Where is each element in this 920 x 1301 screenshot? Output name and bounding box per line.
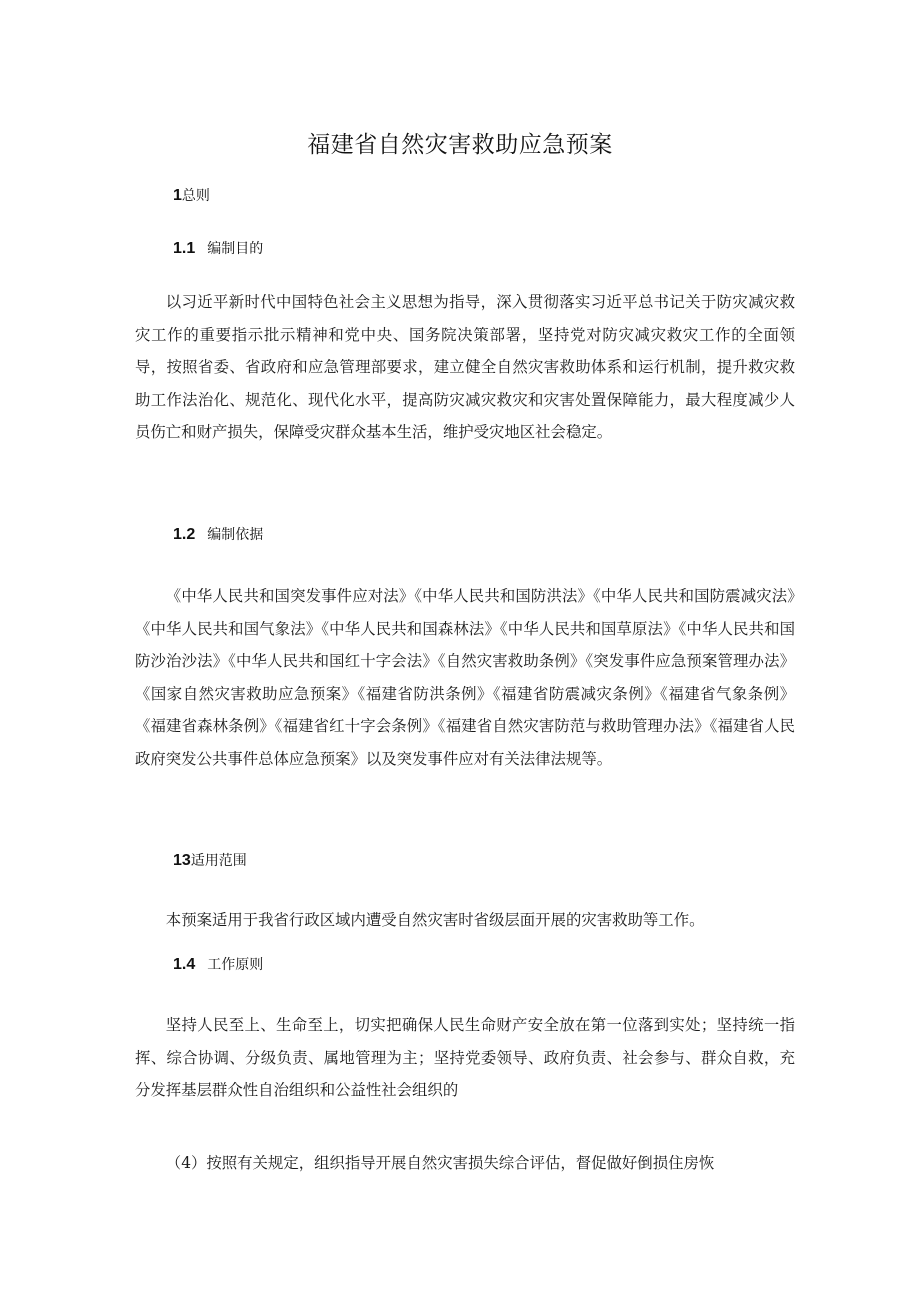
section-1-2-paragraph: 《中华人民共和国突发事件应对法》《中华人民共和国防洪法》《中华人民共和国防震减灾法》《中华人民共和国气象法》《中华人民共和国森林法》《中华人民共和国草原法》《中华人民共和国防沙治沙法》《中华人民共和国红十字会法》《自然灾害救助条例》《突发事件应急预案管理办法》《国家自然灾害救助应急预案》《福建省防洪条例》《福建省防震减灾条例》《福建省气象条例》《福建省森林条例》《福建省红十字会条例》《福建省自然灾害防范与救助管理办法》《福建省人民政府突发公共事件总体应急预案》以及突发事件应对有关法律法规等。 — [135, 587, 795, 768]
section-1-1-number: 1.1 — [173, 240, 196, 257]
section-1-1-label: 编制目的 — [207, 241, 264, 257]
section-1-number: 1 — [173, 187, 182, 204]
section-1-1-paragraph: 以习近平新时代中国特色社会主义思想为指导，深入贯彻落实习近平总书记关于防灾减灾救灾工作的重要指示批示精神和党中央、国务院决策部署，坚持党对防灾减灾救灾工作的全面领导，按照省委、省政府和应急管理部要求，建立健全自然灾害救助体系和运行机制，提升救灾救助工作法治化、规范化、现代化水平，提高防灾减灾救灾和灾害处置保障能力，最大程度减少人员伤亡和财产损失，保障受灾群众基本生活，维护受灾地区社会稳定。 — [135, 293, 795, 442]
section-1-3-paragraph: 本预案适用于我省行政区域内遭受自然灾害时省级层面开展的灾害救助等工作。 — [165, 911, 705, 929]
document-title: 福建省自然灾害救助应急预案 — [307, 132, 613, 158]
section-1-1-heading — [173, 238, 263, 260]
section-1-heading — [173, 185, 210, 207]
section-1-4-number: 1.4 — [173, 956, 196, 973]
section-1-4-paragraph: 坚持人民至上、生命至上，切实把确保人民生命财产安全放在第一位落到实处；坚持统一指挥、综合协调、分级负责、属地管理为主；坚持党委领导、政府负责、社会参与、群众自救，充分发挥基层群众性自治组织和公益性社会组织的 — [135, 1016, 795, 1100]
section-1-4-heading — [173, 954, 263, 976]
section-1-3-number: 13 — [173, 852, 191, 869]
section-1-4-label: 工作原则 — [207, 957, 264, 973]
section-1-3-label: 适用范围 — [190, 853, 247, 869]
section-1-2-heading — [173, 524, 263, 546]
section-1-3-heading — [173, 850, 247, 872]
section-1-label: 总则 — [181, 188, 210, 204]
section-1-2-label: 编制依据 — [207, 527, 264, 543]
section-1-2-number: 1.2 — [173, 526, 196, 543]
item-4-paragraph: （4）按照有关规定，组织指导开展自然灾害损失综合评估，督促做好倒损住房恢 — [165, 1154, 715, 1172]
